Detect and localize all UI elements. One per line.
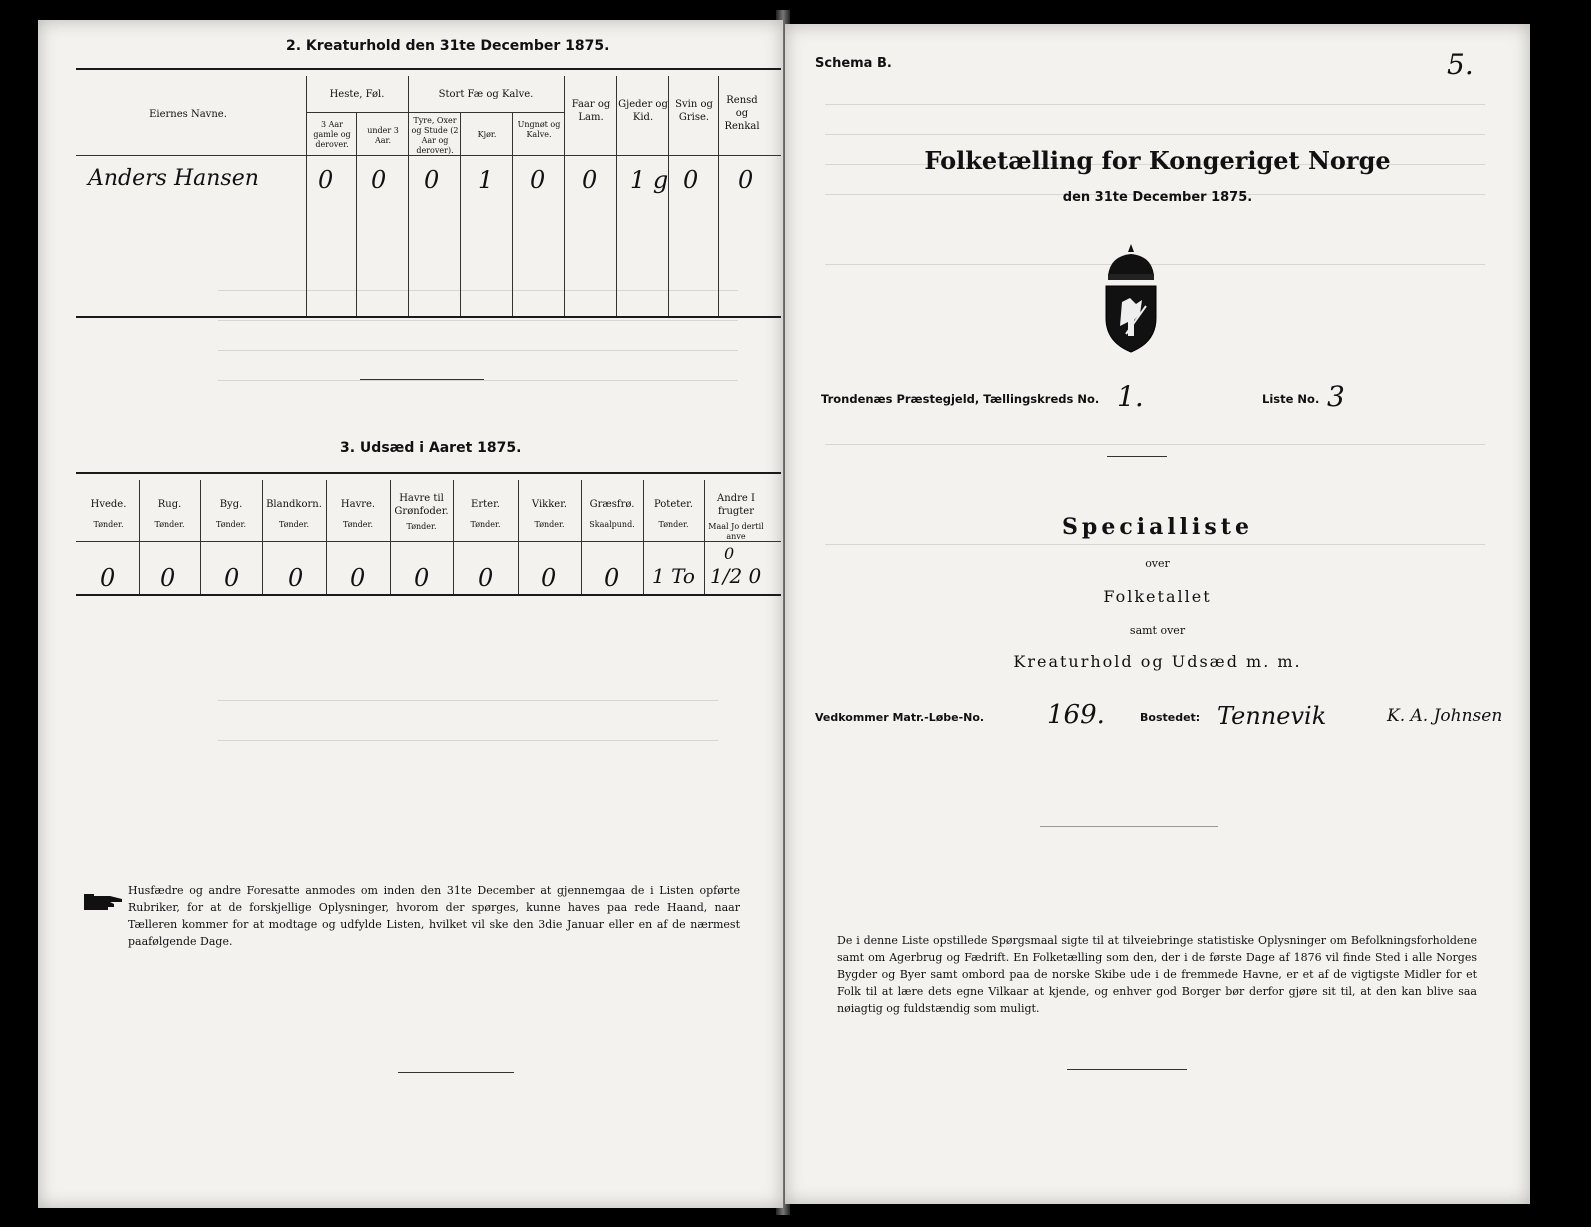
seed-rye-header: Rug. <box>157 499 182 510</box>
seed-vetch-unit: Tønder. <box>534 520 565 529</box>
bottom-divider <box>398 1072 514 1073</box>
sheep-value: 0 <box>582 166 598 194</box>
cattle-header: Stort Fæ og Kalve. <box>438 89 534 100</box>
reindeer-header: Rensd og Renkal <box>724 95 760 132</box>
seed-grass-value: 0 <box>604 564 620 592</box>
cattle-oxen-value: 0 <box>424 166 440 194</box>
seed-potatoes-unit: Tønder. <box>658 520 689 529</box>
seed-other-header: Andre I frugter <box>717 493 755 517</box>
matr-number: 169. <box>1047 700 1105 730</box>
seed-wheat-value: 0 <box>100 564 116 592</box>
matr-label: Vedkommer Matr.-Løbe-No. <box>815 711 985 724</box>
seed-peas-value: 0 <box>478 564 494 592</box>
seed-green-oats-unit: Tønder. <box>406 522 437 531</box>
goats-value: 1 g <box>630 166 669 194</box>
pointing-hand-icon <box>84 890 124 918</box>
seed-oats-unit: Tønder. <box>342 520 374 529</box>
reindeer-value: 0 <box>738 166 754 194</box>
page-number: 5. <box>1447 48 1474 81</box>
specialliste-title: Specialliste <box>1062 514 1253 540</box>
horses-adult-value: 0 <box>318 166 334 194</box>
info-paragraph: De i denne Liste opstillede Spørgsmaal sigte til at tilveiebringe statistiske Oplysninger om Befolkningsforholdene samt om Agerbrug og Fædrift. En Folketælling som den, der i de første Dage af 1876 vil finde Sted i alle Norges Bygder og Byer samt ombord paa de norske Skibe ude i de fremmede Havne, er et af de vigtigste Midler for et Folk til at lære dets egne Vilkaar at kjende, og enhver god Borger bør derfor gjøre sit til, at den kan blive saa nøiagtig og fuldstændig som muligt. <box>837 934 1477 1015</box>
seed-green-oats-value: 0 <box>414 564 430 592</box>
horses-adult-header: 3 Aar gamle og derover. <box>313 120 351 149</box>
bottom-divider <box>1067 1069 1187 1070</box>
cattle-young-value: 0 <box>530 166 546 194</box>
list-label: Liste No. <box>1262 392 1320 406</box>
seed-vetch-value: 0 <box>541 564 557 592</box>
seed-peas-unit: Tønder. <box>470 520 501 529</box>
seed-wheat-unit: Tønder. <box>93 520 124 529</box>
seed-other-unit: Maal Jo dertil anve <box>708 522 764 541</box>
cattle-oxen-header: Tyre, Oxer og Stude (2 Aar og derover). <box>411 116 459 155</box>
seed-green-oats-header: Havre til Grønfoder. <box>394 493 449 517</box>
seed-barley-unit: Tønder. <box>215 520 247 529</box>
seed-wheat-header: Hvede. <box>90 499 127 510</box>
seed-other-value: 1/2 0 <box>710 564 762 588</box>
bosted-label: Bostedet: <box>1140 711 1201 724</box>
document-subtitle: den 31te December 1875. <box>1062 190 1253 205</box>
pigs-header: Svin og Grise. <box>675 99 713 123</box>
right-page <box>785 24 1530 1204</box>
seed-barley-value: 0 <box>224 564 240 592</box>
seed-peas-header: Erter. <box>471 499 500 510</box>
goats-header: Gjeder og Kid. <box>618 99 668 123</box>
left-page <box>38 20 783 1208</box>
seed-mixed-grain-header: Blandkorn. <box>266 499 322 510</box>
samt-over-text: samt over <box>1129 624 1186 637</box>
seed-rye-value: 0 <box>160 564 176 592</box>
seed-mixed-grain-unit: Tønder. <box>278 520 310 529</box>
seed-rye-unit: Tønder. <box>154 520 185 529</box>
folketallet-text: Folketallet <box>1103 587 1212 606</box>
divider <box>360 379 484 380</box>
kreaturhold-text: Kreaturhold og Udsæd m. m. <box>1013 652 1302 671</box>
pigs-value: 0 <box>683 166 699 194</box>
seed-grass-header: Græsfrø. <box>589 499 635 510</box>
seed-potatoes-header: Poteter. <box>653 499 694 510</box>
owner-name-value: Anders Hansen <box>88 166 259 191</box>
divider <box>1040 826 1218 827</box>
seed-mixed-grain-value: 0 <box>288 564 304 592</box>
divider <box>1107 456 1167 457</box>
norway-coat-of-arms-icon <box>1100 242 1162 358</box>
horses-header: Heste, Føl. <box>329 89 385 100</box>
over-text: over <box>1145 557 1170 570</box>
bosted-extra: K. A. Johnsen <box>1387 706 1503 726</box>
section3-title: 3. Udsæd i Aaret 1875. <box>340 440 522 456</box>
notice-paragraph: Husfædre og andre Foresatte anmodes om inden den 31te December at gjennemgaa de i Listen opførte Rubriker, for at de forskjellige Oplysninger, hvorom der spørges, kunne haves paa rede Haand, naar Tælleren kommer for at modtage og udfylde Listen, hvilket vil ske den 3die Januar eller en af de nærmest paafølgende Dage. <box>128 884 740 948</box>
owner-name-header: Eiernes Navne. <box>149 109 227 120</box>
list-number: 3 <box>1327 380 1345 413</box>
seed-other-extra: 0 <box>724 544 735 563</box>
parish-district-label: Trondenæs Præstegjeld, Tællingskreds No. <box>821 392 1100 406</box>
seed-vetch-header: Vikker. <box>531 499 568 510</box>
horses-young-value: 0 <box>371 166 387 194</box>
horses-young-header: under 3 Aar. <box>367 126 399 145</box>
district-number: 1. <box>1117 380 1144 413</box>
seed-oats-value: 0 <box>350 564 366 592</box>
sheep-header: Faar og Lam. <box>571 99 611 123</box>
cattle-cows-header: Kjør. <box>477 130 497 139</box>
cattle-young-header: Ungnøt og Kalve. <box>517 120 561 139</box>
document-title: Folketælling for Kongeriget Norge <box>924 146 1391 175</box>
seed-barley-header: Byg. <box>219 499 243 510</box>
seed-oats-header: Havre. <box>340 499 376 510</box>
seed-potatoes-value: 1 To <box>652 564 695 588</box>
section2-title: 2. Kreaturhold den 31te December 1875. <box>286 38 610 54</box>
cattle-cows-value: 1 <box>478 166 494 194</box>
seed-grass-unit: Skaalpund. <box>589 520 635 529</box>
schema-label: Schema B. <box>815 56 892 71</box>
bosted-value: Tennevik <box>1217 702 1327 730</box>
